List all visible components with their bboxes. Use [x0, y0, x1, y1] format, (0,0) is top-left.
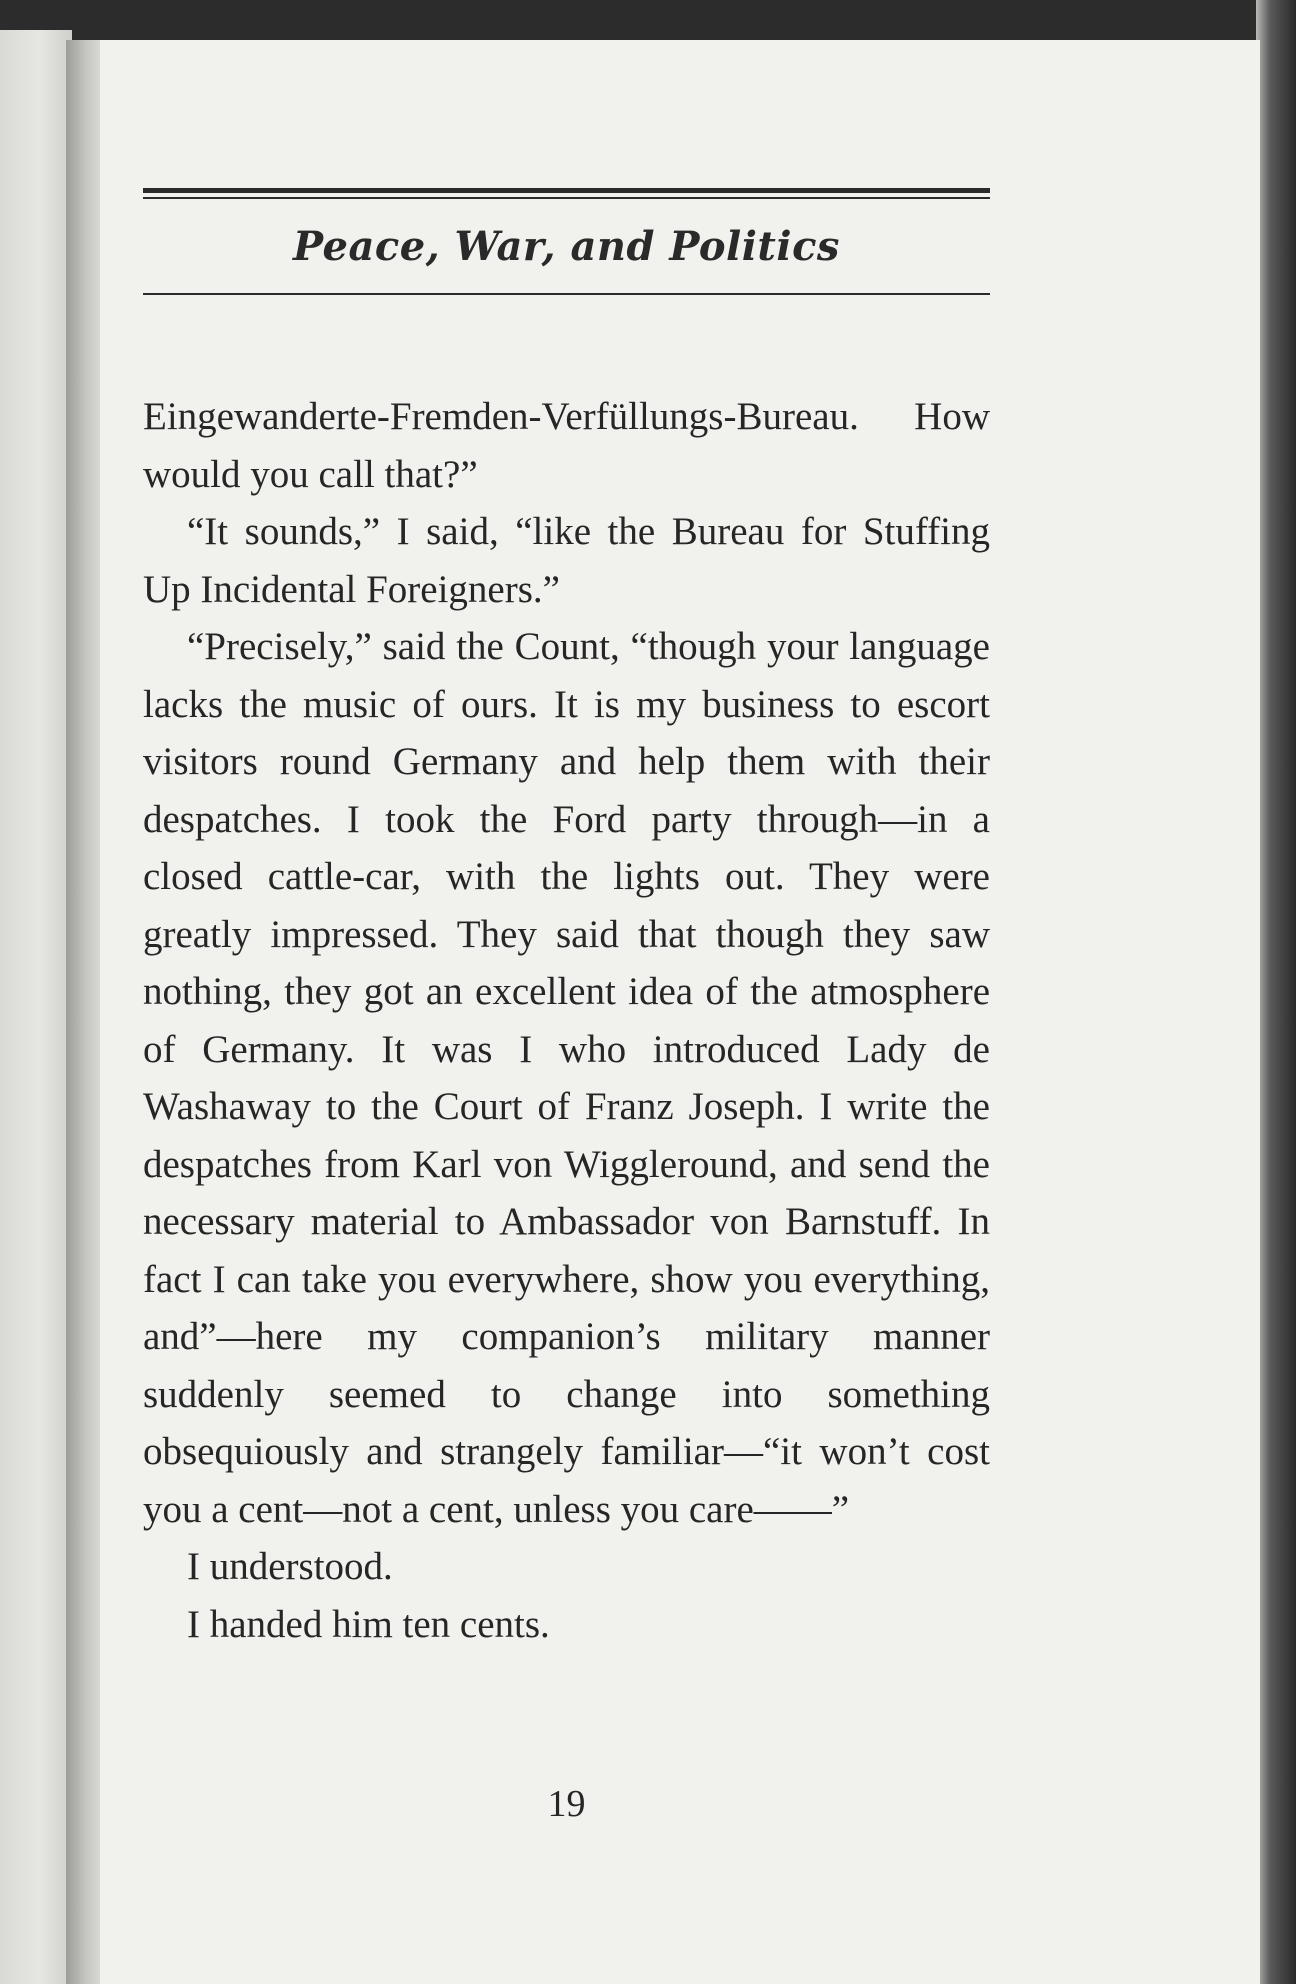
paragraph: “Precisely,” said the Count, “though your language lacks the music of ours. It is my business to escort visitors round Germany and help them with their despatches. I took the Ford party through—in a closed cattle-car, with the lights out. They were greatly impressed. They said that though they saw nothing, they got an excellent idea of the atmosphere of Germany. It was I who introduced Lady de Washaway to the Court of Franz Joseph. I write the despatches from Karl von Wiggleround, and send the necessary material to Ambassador von Barnstuff. In fact I can take you everywhere, show you everything, and”—here my companion’s military manner suddenly seemed to change into something obsequiously and strangely familiar—“it won’t cost you a cent—not a cent, unless you care——”	[143, 625, 990, 1531]
page-number: 19	[547, 1783, 586, 1825]
page-header	[143, 188, 990, 295]
paragraph: “It sounds,” I said, “like the Bureau for Stuffing Up Incidental Foreigners.”	[143, 510, 990, 611]
paragraph: I understood.	[187, 1545, 393, 1588]
body-text	[143, 388, 990, 1653]
paragraph: Eingewanderte-Fremden-Verfüllungs-Bureau. How would you call that?”	[143, 395, 990, 496]
running-head: Peace, War, and Politics	[293, 223, 840, 270]
paragraph: I handed him ten cents.	[187, 1602, 550, 1646]
header-double-rule-top	[143, 188, 990, 193]
left-page-edge	[0, 30, 72, 1984]
book-page	[100, 40, 1260, 1984]
right-page-edge	[1256, 0, 1296, 1984]
header-underline-rule	[143, 293, 990, 295]
header-double-rule-bottom	[143, 197, 990, 199]
